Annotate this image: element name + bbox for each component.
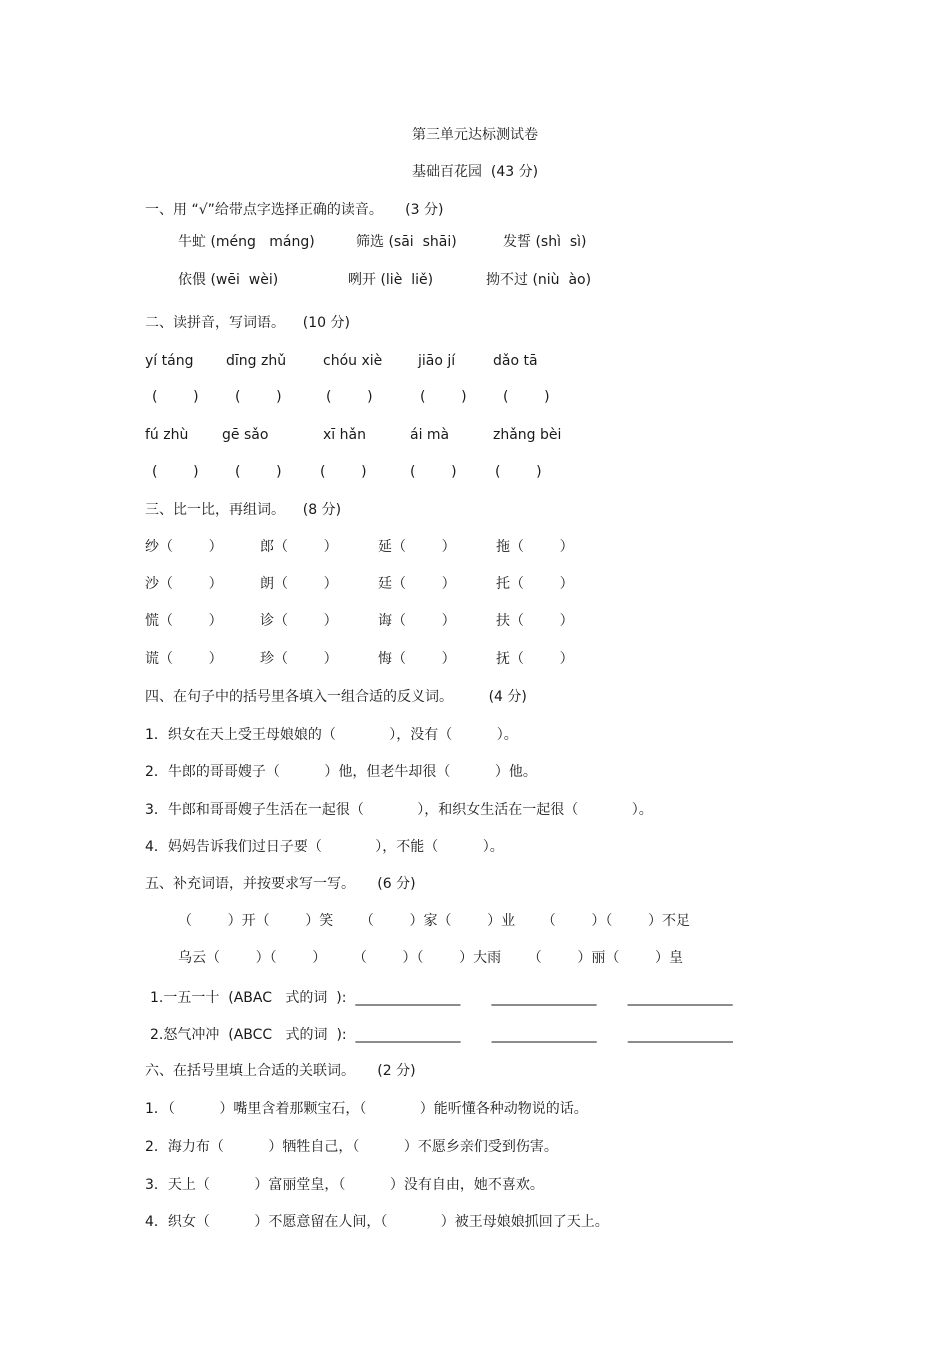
compare-word-item: 抚（ ） <box>496 651 574 667</box>
compare-word-item: 诊（ ） <box>260 613 338 629</box>
page-subtitle: 基础百花园 (43 分) <box>411 164 539 180</box>
section-2-heading: 二、读拼音，写词语。 (10 分) <box>145 315 350 331</box>
pinyin-choice-item: 依偎 (wēi wèi) <box>178 272 279 288</box>
question-item: 3．天上（ ）富丽堂皇，（ ）没有自由，她不喜欢。 <box>145 1177 544 1193</box>
compare-word-item: 托（ ） <box>496 576 574 592</box>
pinyin-choice-item: 牛虻 (méng máng) <box>178 234 315 250</box>
word-pattern-question: 2.怒气冲冲 (ABCC 式的词 ): _______________ _______________ _______________ <box>150 1027 733 1043</box>
pinyin-word: dǎo tā <box>493 353 538 369</box>
question-item: 1．织女在天上受王母娘娘的（ ），没有（ ）。 <box>145 727 518 743</box>
pinyin-word: dīng zhǔ <box>226 353 287 369</box>
pinyin-word: jiāo jí <box>418 353 456 369</box>
pinyin-choice-item: 咧开 (liè liě) <box>348 272 434 288</box>
answer-blank[interactable]: ( ) <box>235 464 282 480</box>
pinyin-choice-item: 拗不过 (niù ào) <box>486 272 592 288</box>
answer-blank[interactable]: ( ) <box>326 389 373 405</box>
answer-blank[interactable]: ( ) <box>495 464 542 480</box>
section-4-heading: 四、在句子中的括号里各填入一组合适的反义词。 (4 分) <box>145 689 527 705</box>
pinyin-word: yí táng <box>145 353 194 369</box>
question-item: 2．海力布（ ）牺牲自己，（ ）不愿乡亲们受到伤害。 <box>145 1139 558 1155</box>
compare-word-item: 谎（ ） <box>145 651 223 667</box>
compare-word-item: 沙（ ） <box>145 576 223 592</box>
compare-word-item: 扶（ ） <box>496 613 574 629</box>
pinyin-word: xī hǎn <box>323 427 366 443</box>
answer-blank[interactable]: ( ) <box>320 464 367 480</box>
page-title: 第三单元达标测试卷 <box>412 127 538 143</box>
answer-blank[interactable]: ( ) <box>235 389 282 405</box>
question-item: 2．牛郎的哥哥嫂子（ ）他，但老牛却很（ ）他。 <box>145 764 537 780</box>
compare-word-item: 珍（ ） <box>260 651 338 667</box>
pinyin-word: fú zhù <box>145 427 189 443</box>
answer-blank[interactable]: ( ) <box>152 464 199 480</box>
pinyin-choice-item: 发誓 (shì sì) <box>503 234 587 250</box>
compare-word-item: 诲（ ） <box>378 613 456 629</box>
compare-word-item: 廷（ ） <box>378 576 456 592</box>
section-6-heading: 六、在括号里填上合适的关联词。 (2 分) <box>145 1063 416 1079</box>
compare-word-item: 悔（ ） <box>378 651 456 667</box>
idiom-fill-row: （ ）开（ ）笑 （ ）家（ ）业 （ ）（ ）不足 <box>178 913 691 929</box>
pinyin-word: ái mà <box>410 427 450 443</box>
question-item: 3．牛郎和哥哥嫂子生活在一起很（ ），和织女生活在一起很（ ）。 <box>145 802 653 818</box>
word-pattern-question: 1.一五一十 (ABAC 式的词 ): _______________ _______________ _______________ <box>150 990 733 1006</box>
answer-blank[interactable]: ( ) <box>152 389 199 405</box>
compare-word-item: 纱（ ） <box>145 539 223 555</box>
question-item: 1．（ ）嘴里含着那颗宝石，（ ）能听懂各种动物说的话。 <box>145 1101 588 1117</box>
question-item: 4．妈妈告诉我们过日子要（ ），不能（ ）。 <box>145 839 504 855</box>
question-item: 4．织女（ ）不愿意留在人间，（ ）被王母娘娘抓回了天上。 <box>145 1214 609 1230</box>
pinyin-word: gē sǎo <box>222 427 269 443</box>
compare-word-item: 拖（ ） <box>496 539 574 555</box>
answer-blank[interactable]: ( ) <box>410 464 457 480</box>
compare-word-item: 延（ ） <box>378 539 456 555</box>
section-3-heading: 三、比一比，再组词。 (8 分) <box>145 502 342 518</box>
section-5-heading: 五、补充词语，并按要求写一写。 (6 分) <box>145 876 416 892</box>
section-1-heading: 一、用 “√”给带点字选择正确的读音。 (3 分) <box>145 202 444 218</box>
answer-blank[interactable]: ( ) <box>420 389 467 405</box>
pinyin-choice-item: 筛选 (sāi shāi) <box>356 234 457 250</box>
pinyin-word: chóu xiè <box>323 353 383 369</box>
answer-blank[interactable]: ( ) <box>503 389 550 405</box>
compare-word-item: 慌（ ） <box>145 613 223 629</box>
compare-word-item: 朗（ ） <box>260 576 338 592</box>
idiom-fill-row: 乌云（ ）（ ） （ ）（ ）大雨 （ ）丽（ ）皇 <box>178 950 684 966</box>
pinyin-word: zhǎng bèi <box>493 427 562 443</box>
compare-word-item: 郎（ ） <box>260 539 338 555</box>
